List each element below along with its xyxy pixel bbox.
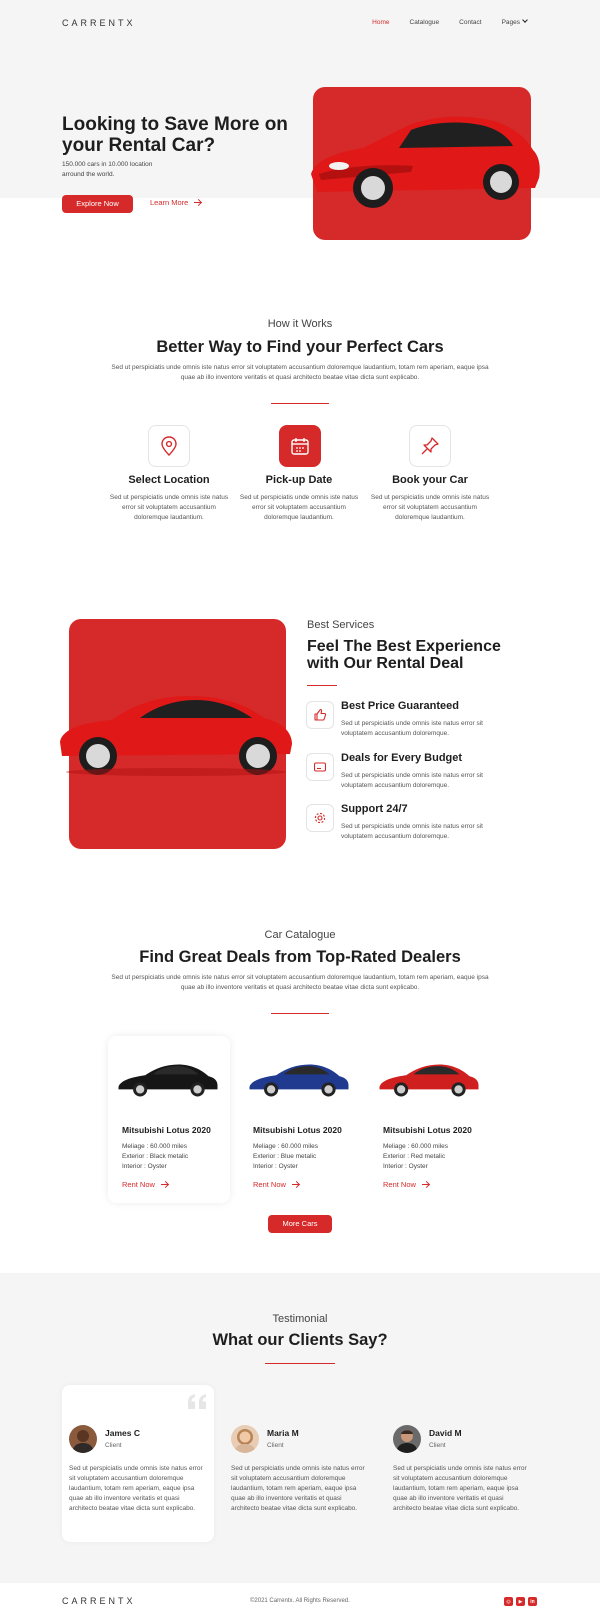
gear-icon: [306, 804, 334, 832]
client-name: David M: [429, 1428, 462, 1438]
calendar-icon: [279, 425, 321, 467]
car-interior: Interior : Oyster: [253, 1163, 298, 1170]
rent-now-label: Rent Now: [122, 1180, 155, 1189]
client-role: Client: [105, 1442, 122, 1449]
services-kicker: Best Services: [307, 619, 375, 631]
card-icon: [306, 753, 334, 781]
linkedin-icon[interactable]: in: [528, 1597, 537, 1606]
service-description: Sed ut perspiciatis unde omnis iste natus error sit voluptatem accusantium doloremque.: [341, 772, 483, 789]
catalogue-kicker: Car Catalogue: [264, 929, 336, 941]
arrow-right-icon: [422, 1184, 429, 1185]
rent-now-link[interactable]: [383, 1180, 429, 1189]
rent-now-link[interactable]: [253, 1180, 299, 1189]
footer-logo[interactable]: CARRENTX: [62, 1596, 136, 1606]
avatar: [231, 1425, 259, 1453]
car-image-blue: [247, 1055, 351, 1103]
nav-contact[interactable]: Contact: [459, 19, 482, 26]
brand-logo[interactable]: CARRENTX: [62, 18, 136, 28]
service-description: Sed ut perspiciatis unde omnis iste natus error sit voluptatem accusantium doloremque.: [341, 823, 483, 840]
how-it-works-title: Better Way to Find your Perfect Cars: [156, 338, 444, 356]
avatar: [393, 1425, 421, 1453]
divider: [307, 685, 337, 686]
pushpin-icon: [409, 425, 451, 467]
nav-home[interactable]: Home: [372, 19, 390, 26]
testimonial-text: Sed ut perspiciatis unde omnis iste natus error sit voluptatem accusantium doloremque laudantium, totam rem aperiam, eaque ipsa quae ab illo inventore veritatis et quasi architecto beatae vitae dicta sunt explicabo.: [231, 1465, 365, 1512]
car-image-red: [377, 1055, 481, 1103]
testimonial-text: Sed ut perspiciatis unde omnis iste natus error sit voluptatem accusantium doloremque laudantium, totam rem aperiam, eaque ipsa quae ab illo inventore veritatis et quasi architecto beatae vitae dicta sunt explicabo.: [393, 1465, 527, 1512]
main-nav: [372, 19, 527, 26]
car-interior: Interior : Oyster: [122, 1163, 167, 1170]
arrow-right-icon: [161, 1184, 168, 1185]
more-cars-button[interactable]: More Cars: [268, 1215, 332, 1233]
car-name: Mitsubishi Lotus 2020: [383, 1125, 472, 1135]
how-it-works-kicker: How it Works: [267, 318, 333, 330]
rent-now-label: Rent Now: [253, 1180, 286, 1189]
step-title: Pick-up Date: [265, 474, 333, 486]
nav-pages[interactable]: [502, 19, 527, 26]
services-car-image: [56, 688, 296, 778]
copyright-text: ©2021 Carrentx. All Rights Reserved.: [250, 1598, 350, 1604]
thumbs-up-icon: [306, 701, 334, 729]
nav-pages-label: Pages: [501, 19, 520, 26]
client-name: James C: [105, 1428, 140, 1438]
step-description: Sed ut perspiciatis unde omnis iste natus error sit voluptatem accusantium doloremque laudantium.: [239, 494, 359, 521]
how-it-works-description: Sed ut perspiciatis unde omnis iste natus error sit voluptatem accusantium doloremque laudantium, totam rem aperiam, eaque ipsa quae ab illo inventore veritatis et quasi architecto beatae vitae dicta sunt explicabo.: [111, 364, 489, 381]
hero-subtitle: 150.000 cars in 10.000 location arround the world.: [62, 161, 153, 178]
location-pin-icon: [148, 425, 190, 467]
car-exterior: Exterior : Red metalic: [383, 1153, 446, 1160]
step-title: Book your Car: [392, 474, 468, 486]
learn-more-label: Learn More: [150, 198, 189, 207]
testimonial-kicker: Testimonial: [272, 1313, 328, 1325]
car-interior: Interior : Oyster: [383, 1163, 428, 1170]
car-mileage: Meliage : 60.000 miles: [383, 1143, 449, 1150]
car-mileage: Meliage : 60.000 miles: [253, 1143, 319, 1150]
car-mileage: Meliage : 60.000 miles: [122, 1143, 188, 1150]
services-title: Feel The Best Experience with Our Rental Deal: [307, 638, 501, 672]
rent-now-label: Rent Now: [383, 1180, 416, 1189]
testimonial-text: Sed ut perspiciatis unde omnis iste natus error sit voluptatem accusantium doloremque laudantium, totam rem aperiam, eaque ipsa quae ab illo inventore veritatis et quasi architecto beatae vitae dicta sunt explicabo.: [69, 1465, 203, 1512]
nav-catalogue[interactable]: Catalogue: [409, 19, 440, 26]
divider: [271, 403, 329, 404]
catalogue-title: Find Great Deals from Top-Rated Dealers: [139, 948, 461, 966]
hero-car-image: [303, 108, 543, 216]
service-title: Support 24/7: [341, 803, 408, 815]
testimonial-title: What our Clients Say?: [212, 1331, 388, 1349]
service-description: Sed ut perspiciatis unde omnis iste natus error sit voluptatem accusantium doloremque.: [341, 720, 483, 737]
car-name: Mitsubishi Lotus 2020: [253, 1125, 342, 1135]
hero-title: Looking to Save More on your Rental Car?: [62, 114, 288, 156]
youtube-icon[interactable]: ▶: [516, 1597, 525, 1606]
car-exterior: Exterior : Blue metalic: [253, 1153, 317, 1160]
step-description: Sed ut perspiciatis unde omnis iste natus error sit voluptatem accusantium doloremque laudantium.: [370, 494, 490, 521]
client-name: Maria M: [267, 1428, 299, 1438]
arrow-right-icon: [194, 202, 201, 203]
step-description: Sed ut perspiciatis unde omnis iste natus error sit voluptatem accusantium doloremque laudantium.: [109, 494, 229, 521]
divider: [271, 1013, 329, 1014]
service-title: Deals for Every Budget: [341, 752, 463, 764]
explore-now-button[interactable]: Explore Now: [62, 195, 133, 213]
catalogue-description: Sed ut perspiciatis unde omnis iste natus error sit voluptatem accusantium doloremque laudantium, totam rem aperiam, eaque ipsa quae ab illo inventore veritatis et quasi architecto beatae vitae dicta sunt explicabo.: [111, 974, 489, 991]
step-title: Select Location: [128, 474, 210, 486]
car-name: Mitsubishi Lotus 2020: [122, 1125, 211, 1135]
client-role: Client: [267, 1442, 284, 1449]
car-exterior: Exterior : Black metalic: [122, 1153, 189, 1160]
avatar: [69, 1425, 97, 1453]
chevron-down-icon: [522, 17, 528, 23]
arrow-right-icon: [292, 1184, 299, 1185]
service-title: Best Price Guaranteed: [341, 700, 459, 712]
car-image-black: [116, 1055, 220, 1103]
client-role: Client: [429, 1442, 446, 1449]
learn-more-link[interactable]: [150, 198, 201, 207]
instagram-icon[interactable]: ◎: [504, 1597, 513, 1606]
quote-icon: [186, 1393, 208, 1411]
divider: [265, 1363, 335, 1364]
rent-now-link[interactable]: [122, 1180, 168, 1189]
